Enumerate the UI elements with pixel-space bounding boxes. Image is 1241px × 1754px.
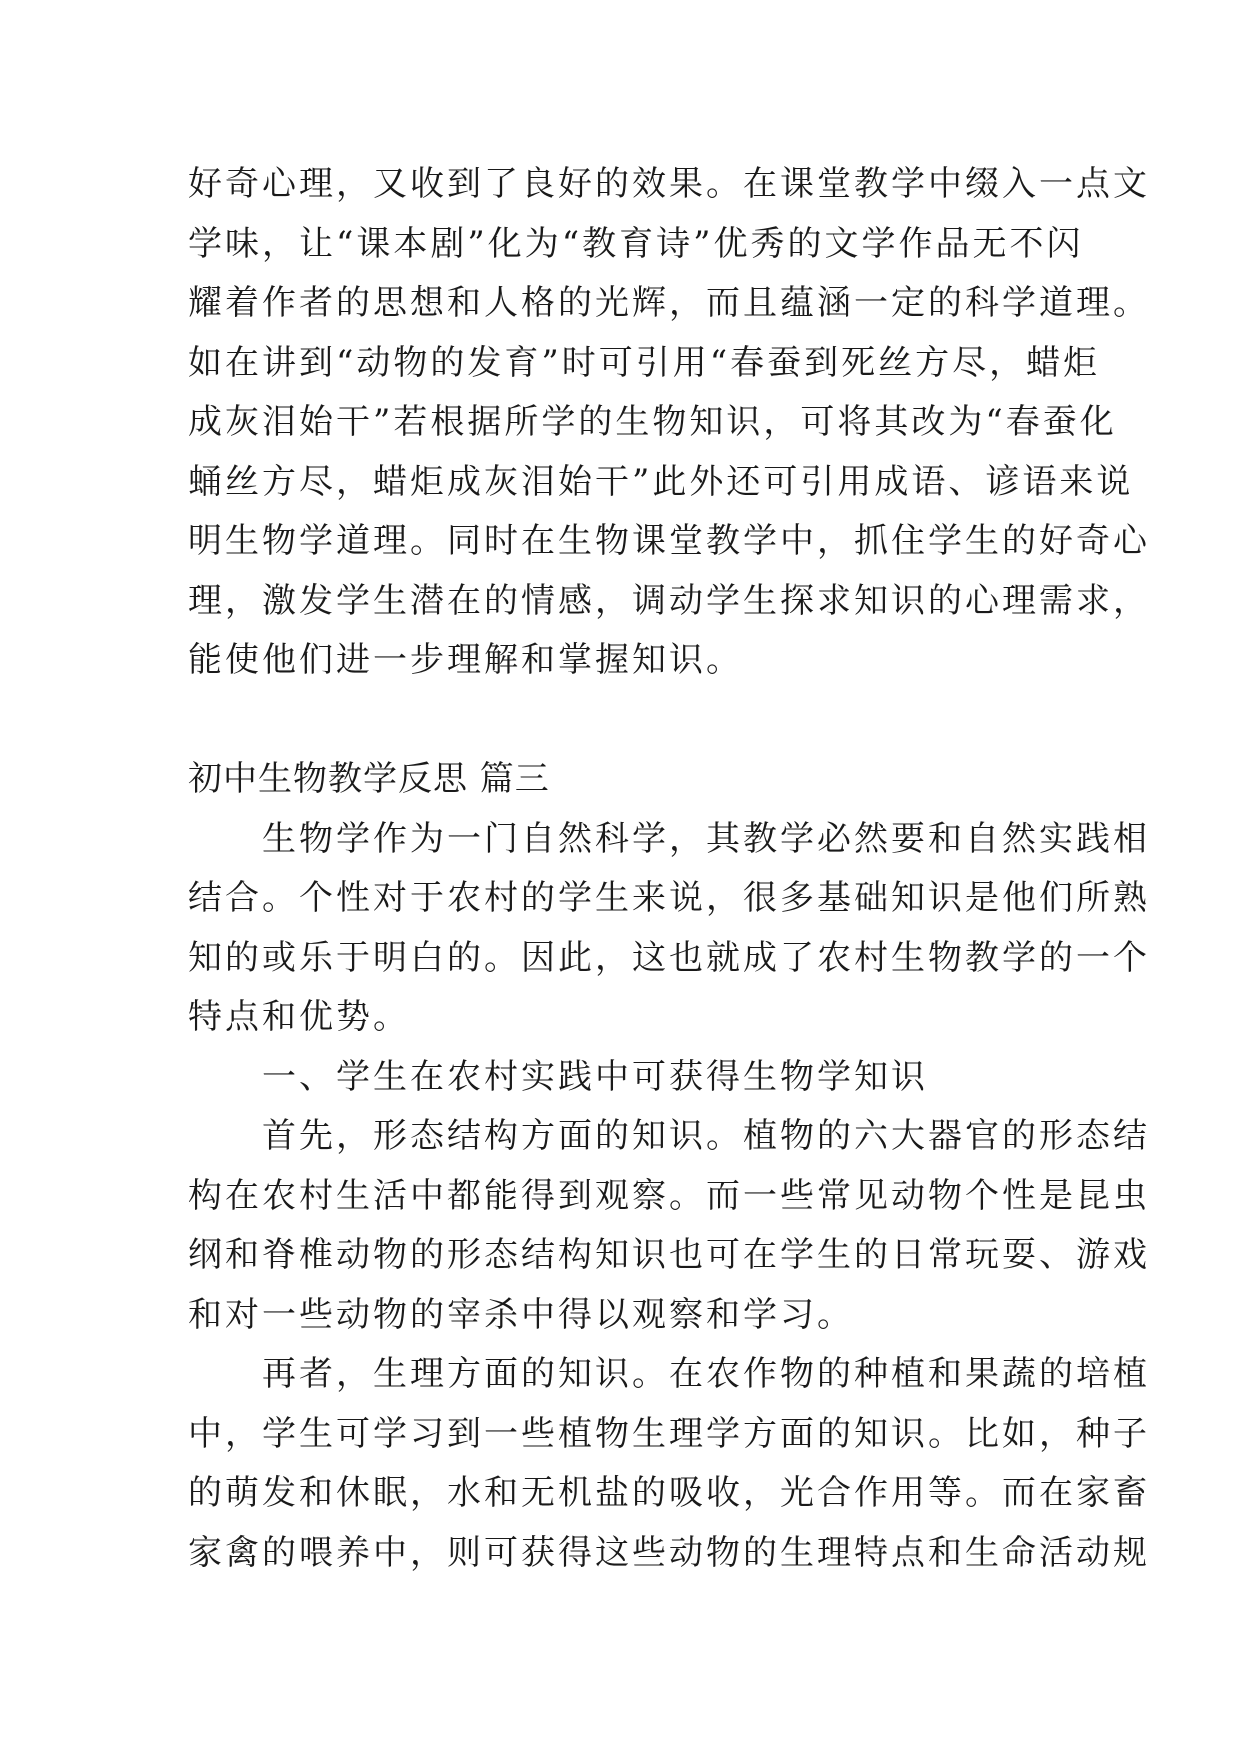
- paragraph-top: [188, 155, 1150, 691]
- text-line: 如在讲到“动物的发育”时可引用“春蚕到死丝方尽，蜡炬: [188, 342, 1101, 383]
- text-line: 成灰泪始干”若根据所学的生物知识，可将其改为“春蚕化: [188, 402, 1117, 442]
- text-line: 的萌发和休眠，水和无机盐的吸收，光合作用等。而在家畜: [188, 1473, 1150, 1513]
- text-line: 首先，形态结构方面的知识。植物的六大器官的形态结: [188, 1116, 1150, 1156]
- text-line: 学味，让“课本剧”化为“教育诗”优秀的文学作品无不闪: [188, 223, 1084, 264]
- section-heading: 初中生物教学反思 篇三: [188, 759, 550, 799]
- text-line: 好奇心理，又收到了良好的效果。在课堂教学中缀入一点文: [188, 164, 1150, 204]
- text-line: 知的或乐于明白的。因此，这也就成了农村生物教学的一个: [188, 937, 1150, 978]
- text-line: 蛹丝方尽，蜡炬成灰泪始干”此外还可引用成语、谚语来说: [188, 461, 1134, 502]
- subheading-one: 一、学生在农村实践中可获得生物学知识: [188, 1056, 928, 1097]
- paragraph-intro: [188, 810, 1150, 1048]
- text-line: 特点和优势。: [188, 997, 410, 1037]
- text-line: 再者，生理方面的知识。在农作物的种植和果蔬的培植: [188, 1354, 1150, 1394]
- text-line: 能使他们进一步理解和掌握知识。: [188, 640, 743, 680]
- text-line: 理，激发学生潜在的情感，调动学生探求知识的心理需求，: [188, 580, 1150, 621]
- paragraph-first: [188, 1107, 1150, 1345]
- text-line: 中，学生可学习到一些植物生理学方面的知识。比如，种子: [188, 1413, 1150, 1454]
- text-line: 构在农村生活中都能得到观察。而一些常见动物个性是昆虫: [188, 1175, 1150, 1216]
- text-line: 结合。个性对于农村的学生来说，很多基础知识是他们所熟: [188, 878, 1150, 918]
- text-line: 生物学作为一门自然科学，其教学必然要和自然实践相: [188, 818, 1150, 859]
- text-line: 和对一些动物的宰杀中得以观察和学习。: [188, 1294, 854, 1335]
- text-line: 纲和脊椎动物的形态结构知识也可在学生的日常玩耍、游戏: [188, 1235, 1150, 1275]
- text-line: 耀着作者的思想和人格的光辉，而且蕴涵一定的科学道理。: [188, 283, 1150, 323]
- paragraph-spacer: [188, 691, 1068, 751]
- text-line: 家禽的喂养中，则可获得这些动物的生理特点和生命活动规: [188, 1532, 1150, 1573]
- paragraph-second: [188, 1345, 1150, 1583]
- document-body: [188, 155, 1150, 1583]
- text-line: 明生物学道理。同时在生物课堂教学中，抓住学生的好奇心: [188, 521, 1150, 561]
